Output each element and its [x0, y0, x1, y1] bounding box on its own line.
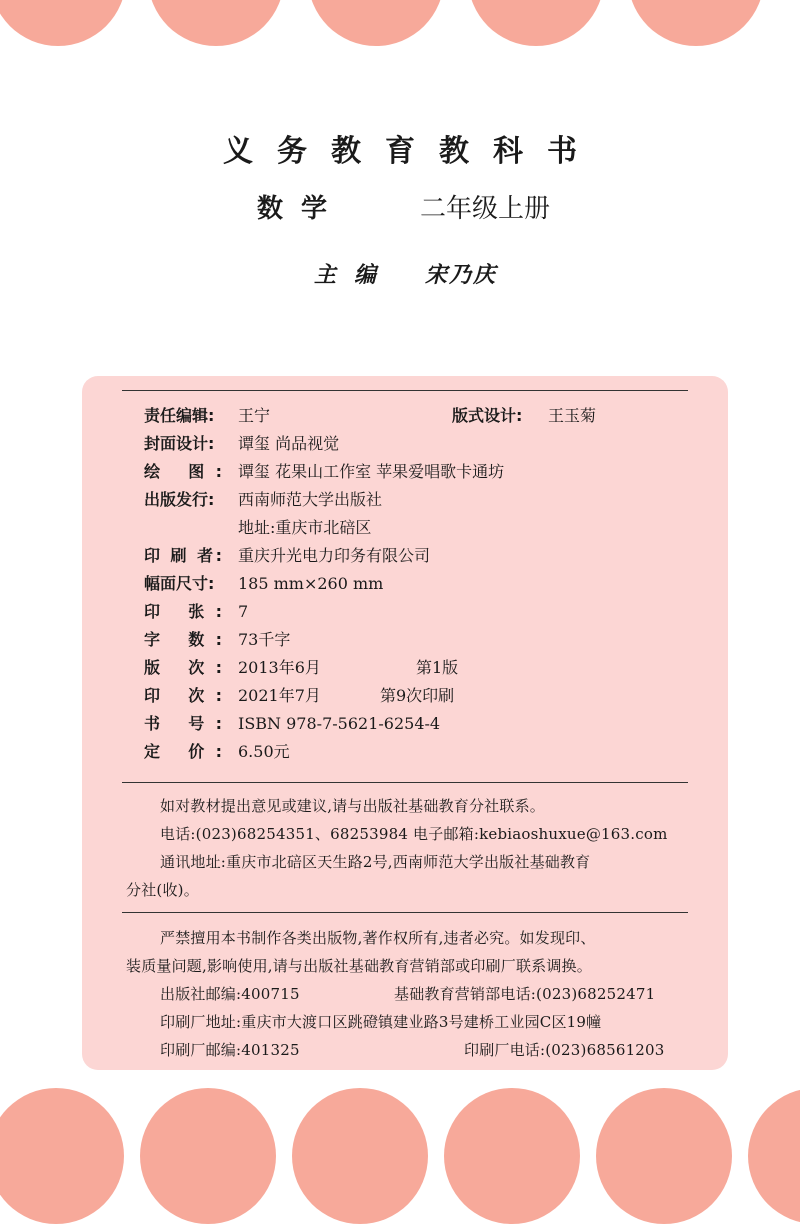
credit-label: 幅面尺寸:	[144, 574, 215, 593]
contact-line: 通讯地址:重庆市北碚区天生路2号,西南师范大学出版社基础教育	[160, 853, 591, 871]
subject: 数学	[257, 194, 346, 224]
decor-circle	[468, 0, 604, 46]
printer-phone: 印刷厂电话:(023)68561203	[464, 1041, 665, 1059]
credit-value: 6.50元	[238, 742, 290, 761]
credit-label: 封面设计:	[144, 434, 215, 453]
credit-label: 版 次:	[144, 658, 222, 677]
contact-line: 如对教材提出意见或建议,请与出版社基础教育分社联系。	[160, 797, 545, 815]
copyright-panel	[82, 376, 728, 1070]
credit-label: 绘 图:	[144, 462, 222, 481]
decor-circle	[628, 0, 764, 46]
credit-value: 谭玺 尚品视觉	[238, 434, 340, 453]
credit-label: 印 刷 者:	[144, 546, 222, 565]
decor-circle	[308, 0, 444, 46]
credit-value: 王玉菊	[548, 406, 597, 425]
chief-editor-name: 宋乃庆	[425, 262, 498, 288]
credit-value: 2013年6月	[238, 658, 321, 677]
publisher-postcode: 出版社邮编:400715	[160, 985, 300, 1003]
credit-label: 责任编辑:	[144, 406, 215, 425]
contact-line: 电话:(023)68254351、68253984 电子邮箱:kebiaoshuxue@163.com	[160, 825, 668, 843]
credit-extra: 第9次印刷	[380, 686, 455, 705]
credit-value: 73千字	[238, 630, 291, 649]
printer-postcode: 印刷厂邮编:401325	[160, 1041, 300, 1059]
notice-line: 装质量问题,影响使用,请与出版社基础教育营销部或印刷厂联系调换。	[126, 957, 592, 975]
credit-label: 字 数:	[144, 630, 222, 649]
decor-circle	[444, 1088, 580, 1224]
credit-label: 版式设计:	[452, 406, 523, 425]
marketing-phone: 基础教育营销部电话:(023)68252471	[394, 985, 656, 1003]
decor-circle	[748, 1088, 800, 1224]
decor-circle	[596, 1088, 732, 1224]
book-title: 义务教育教科书	[223, 134, 601, 169]
credit-label: 出版发行:	[144, 490, 215, 509]
credit-value: ISBN 978-7-5621-6254-4	[238, 714, 441, 733]
decor-circle	[148, 0, 284, 46]
credit-value: 185 mm×260 mm	[238, 574, 384, 593]
contact-line: 分社(收)。	[126, 881, 199, 899]
credit-value: 西南师范大学出版社	[238, 490, 383, 509]
decor-circle	[140, 1088, 276, 1224]
credit-extra: 第1版	[416, 658, 459, 677]
notice-line: 严禁擅用本书制作各类出版物,著作权所有,违者必究。如发现印、	[160, 929, 596, 947]
chief-editor-label: 主编	[314, 262, 395, 288]
decor-circle	[0, 0, 126, 46]
divider	[122, 782, 688, 783]
credit-value: 2021年7月	[238, 686, 321, 705]
credit-value: 重庆升光电力印务有限公司	[238, 546, 431, 565]
divider	[122, 912, 688, 913]
credit-label: 书 号:	[144, 714, 222, 733]
credit-value: 7	[238, 602, 249, 621]
grade: 二年级上册	[420, 194, 551, 224]
credit-value: 王宁	[238, 406, 271, 425]
printer-address: 印刷厂地址:重庆市大渡口区跳磴镇建业路3号建桥工业园C区19幢	[160, 1013, 602, 1031]
credit-value: 谭玺 花果山工作室 苹果爱唱歌卡通坊	[238, 462, 505, 481]
decor-circle	[292, 1088, 428, 1224]
credit-label: 印 次:	[144, 686, 222, 705]
decor-circle	[0, 1088, 124, 1224]
divider	[122, 390, 688, 391]
credit-label: 印 张:	[144, 602, 222, 621]
publisher-address: 地址:重庆市北碚区	[238, 518, 372, 537]
credit-label: 定 价:	[144, 742, 222, 761]
